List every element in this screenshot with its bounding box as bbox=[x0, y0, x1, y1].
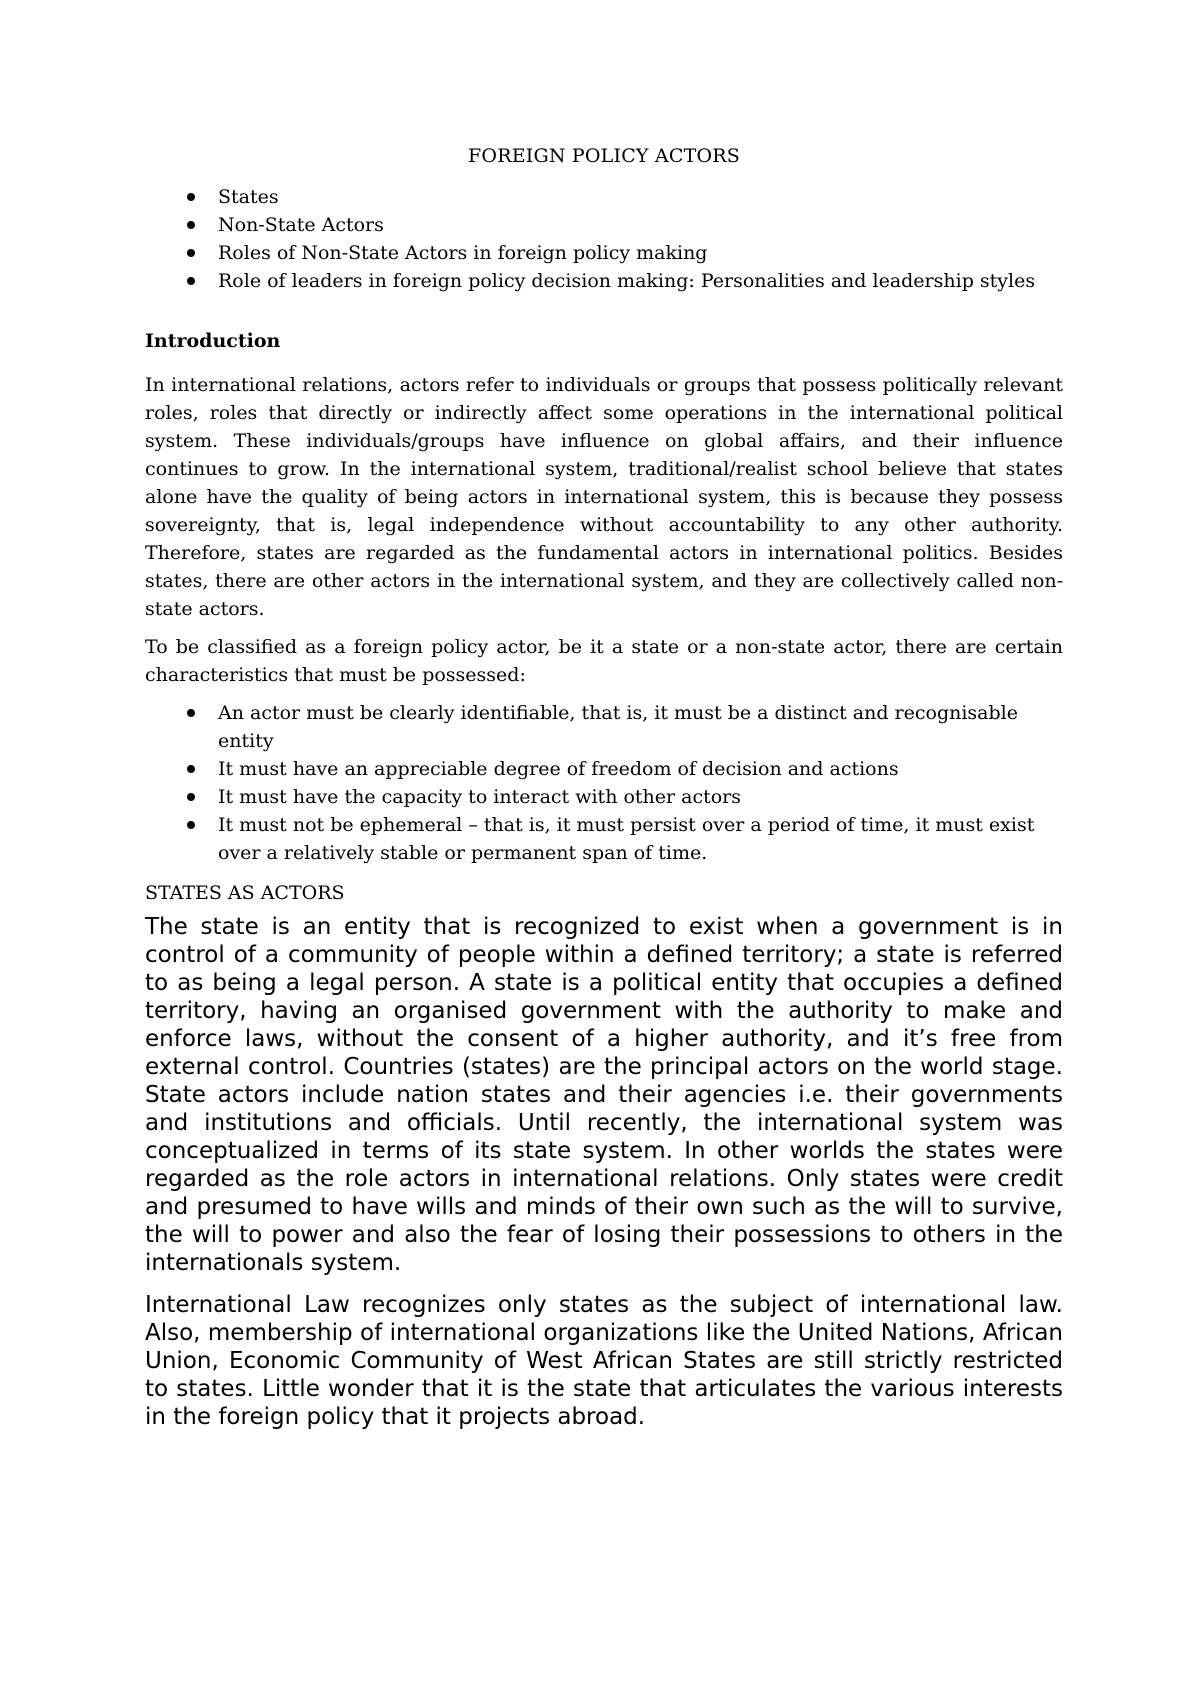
list-item: It must not be ephemeral – that is, it must persist over a period of time, it must exist over a relatively stable or permanent span of time. bbox=[218, 811, 1063, 867]
list-item: States bbox=[218, 183, 1063, 211]
list-item: Non-State Actors bbox=[218, 211, 1063, 239]
characteristics-intro: To be classified as a foreign policy actor, be it a state or a non-state actor, there are certain characteristics that must be possessed: bbox=[145, 636, 1063, 686]
topics-list bbox=[145, 183, 1063, 295]
characteristics-list bbox=[145, 699, 1063, 867]
list-item: It must have an appreciable degree of freedom of decision and actions bbox=[218, 755, 1063, 783]
states-as-actors-heading: STATES AS ACTORS bbox=[145, 882, 345, 904]
list-item: Role of leaders in foreign policy decision making: Personalities and leadership styles bbox=[218, 267, 1063, 295]
states-paragraph: The state is an entity that is recognized to exist when a government is in control of a community of people within a defined territory; a state is referred to as being a legal person. A state is a political entity that occupies a defined territory, having an organised government with the authority to make and enforce laws, without the consent of a higher authority, and it’s free from external control. Countries (states) are the principal actors on the world stage. State actors include nation states and their agencies i.e. their governments and institutions and officials. Until recently, the international system was conceptualized in terms of its state system. In other worlds the states were regarded as the role actors in international relations. Only states were credit and presumed to have wills and minds of their own such as the will to survive, the will to power and also the fear of losing their possessions to others in the internationals system. bbox=[145, 914, 1063, 1276]
document-title: FOREIGN POLICY ACTORS bbox=[468, 145, 740, 167]
introduction-heading: Introduction bbox=[145, 330, 281, 352]
document-page bbox=[145, 145, 1063, 1445]
list-item: Roles of Non-State Actors in foreign policy making bbox=[218, 239, 1063, 267]
list-item: An actor must be clearly identifiable, that is, it must be a distinct and recognisable entity bbox=[218, 699, 1063, 755]
introduction-paragraph: In international relations, actors refer to individuals or groups that possess politically relevant roles, roles that directly or indirectly affect some operations in the international political system. These individuals/groups have influence on global affairs, and their influence continues to grow. In the international system, traditional/realist school believe that states alone have the quality of being actors in international system, this is because they possess sovereignty, that is, legal independence without accountability to any other authority. Therefore, states are regarded as the fundamental actors in international politics. Besides states, there are other actors in the international system, and they are collectively called non-state actors. bbox=[145, 374, 1063, 620]
international-law-paragraph: International Law recognizes only states as the subject of international law. Also, membership of international organizations like the United Nations, African Union, Economic Community of West African States are still strictly restricted to states. Little wonder that it is the state that articulates the various interests in the foreign policy that it projects abroad. bbox=[145, 1292, 1063, 1430]
list-item: It must have the capacity to interact with other actors bbox=[218, 783, 1063, 811]
